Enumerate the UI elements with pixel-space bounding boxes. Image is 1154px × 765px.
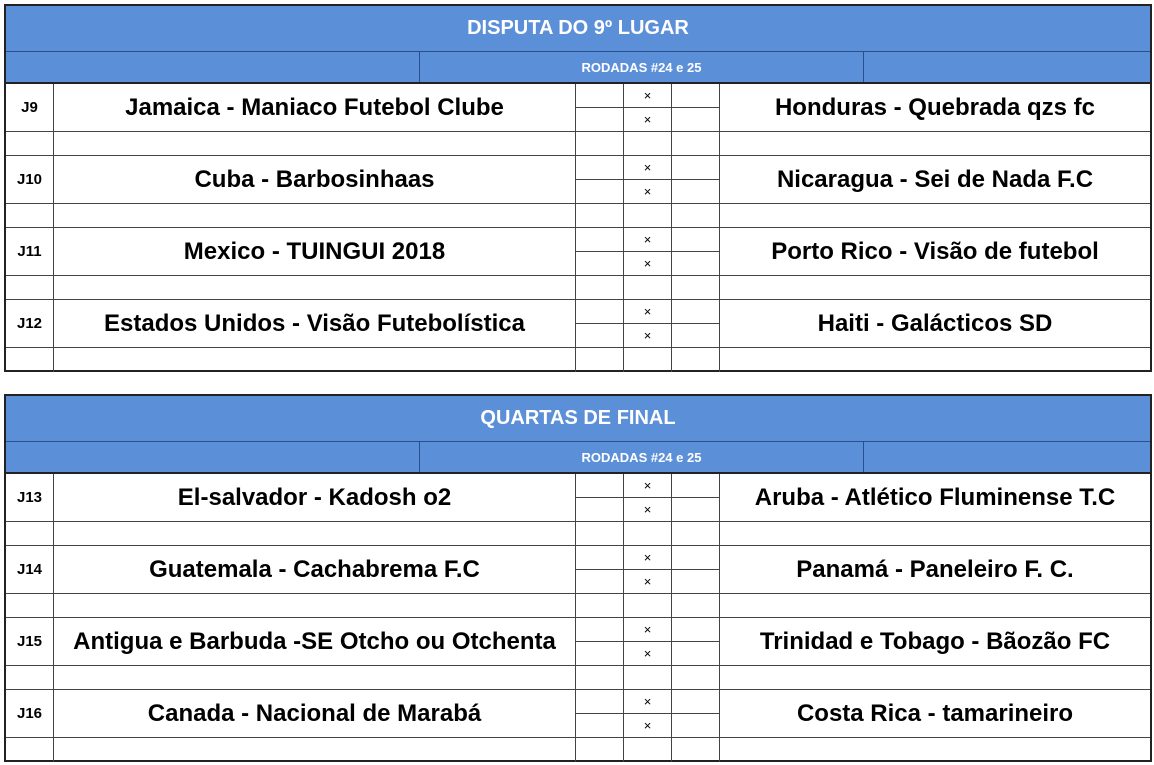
versus-mark: × [624, 300, 672, 324]
versus-mark: × [624, 690, 672, 714]
score-cell[interactable] [672, 546, 720, 570]
score-cell[interactable] [672, 300, 720, 324]
versus-mark: × [624, 108, 672, 132]
home-team: Antigua e Barbuda -SE Otcho ou Otchenta [54, 618, 576, 666]
score-cell[interactable] [576, 474, 624, 498]
match-row [6, 228, 1150, 300]
match-id: J10 [6, 156, 54, 204]
rounds-label: RODADAS #24 e 25 [420, 442, 864, 472]
match-id: J11 [6, 228, 54, 276]
match-row [6, 84, 1150, 156]
bracket-section-quarterfinals [4, 394, 1152, 762]
score-cell[interactable] [672, 714, 720, 738]
score-cell[interactable] [672, 618, 720, 642]
score-cell[interactable] [672, 570, 720, 594]
score-cell[interactable] [672, 642, 720, 666]
score-cell[interactable] [576, 642, 624, 666]
match-id: J9 [6, 84, 54, 132]
home-team: Canada - Nacional de Marabá [54, 690, 576, 738]
away-team: Costa Rica - tamarineiro [720, 690, 1150, 738]
score-cell[interactable] [576, 714, 624, 738]
score-cell[interactable] [576, 324, 624, 348]
bracket-section-9th-place [4, 4, 1152, 372]
score-cell[interactable] [672, 324, 720, 348]
score-cell[interactable] [576, 156, 624, 180]
score-cell[interactable] [576, 546, 624, 570]
versus-mark: × [624, 228, 672, 252]
match-id: J16 [6, 690, 54, 738]
away-team: Porto Rico - Visão de futebol [720, 228, 1150, 276]
match-row [6, 156, 1150, 228]
score-cell[interactable] [576, 180, 624, 204]
score-cell[interactable] [576, 300, 624, 324]
versus-mark: × [624, 252, 672, 276]
score-cell[interactable] [576, 618, 624, 642]
score-cell[interactable] [576, 690, 624, 714]
score-cell[interactable] [672, 252, 720, 276]
score-cell[interactable] [672, 474, 720, 498]
match-id: J14 [6, 546, 54, 594]
score-cell[interactable] [576, 84, 624, 108]
score-cell[interactable] [576, 570, 624, 594]
versus-mark: × [624, 570, 672, 594]
home-team: Guatemala - Cachabrema F.C [54, 546, 576, 594]
score-cell[interactable] [672, 498, 720, 522]
match-row [6, 300, 1150, 372]
away-team: Nicaragua - Sei de Nada F.C [720, 156, 1150, 204]
score-cell[interactable] [576, 498, 624, 522]
versus-mark: × [624, 618, 672, 642]
match-row [6, 690, 1150, 762]
rounds-row [6, 442, 1150, 474]
match-id: J12 [6, 300, 54, 348]
home-team: Estados Unidos - Visão Futebolística [54, 300, 576, 348]
away-team: Aruba - Atlético Fluminense T.C [720, 474, 1150, 522]
section-title: DISPUTA DO 9º LUGAR [6, 6, 1150, 52]
score-cell[interactable] [672, 156, 720, 180]
section-title: QUARTAS DE FINAL [6, 396, 1150, 442]
versus-mark: × [624, 474, 672, 498]
home-team: El-salvador - Kadosh o2 [54, 474, 576, 522]
rounds-row [6, 52, 1150, 84]
away-team: Honduras - Quebrada qzs fc [720, 84, 1150, 132]
home-team: Mexico - TUINGUI 2018 [54, 228, 576, 276]
versus-mark: × [624, 324, 672, 348]
away-team: Haiti - Galácticos SD [720, 300, 1150, 348]
versus-mark: × [624, 714, 672, 738]
match-row [6, 474, 1150, 546]
versus-mark: × [624, 156, 672, 180]
match-row [6, 618, 1150, 690]
score-cell[interactable] [576, 252, 624, 276]
versus-mark: × [624, 84, 672, 108]
score-cell[interactable] [672, 180, 720, 204]
match-id: J13 [6, 474, 54, 522]
score-cell[interactable] [672, 84, 720, 108]
score-cell[interactable] [672, 228, 720, 252]
versus-mark: × [624, 498, 672, 522]
away-team: Trinidad e Tobago - Bãozão FC [720, 618, 1150, 666]
score-cell[interactable] [672, 108, 720, 132]
home-team: Cuba - Barbosinhaas [54, 156, 576, 204]
versus-mark: × [624, 642, 672, 666]
score-cell[interactable] [576, 228, 624, 252]
match-row [6, 546, 1150, 618]
rounds-label: RODADAS #24 e 25 [420, 52, 864, 82]
match-id: J15 [6, 618, 54, 666]
versus-mark: × [624, 546, 672, 570]
score-cell[interactable] [576, 108, 624, 132]
versus-mark: × [624, 180, 672, 204]
home-team: Jamaica - Maniaco Futebol Clube [54, 84, 576, 132]
away-team: Panamá - Paneleiro F. C. [720, 546, 1150, 594]
score-cell[interactable] [672, 690, 720, 714]
